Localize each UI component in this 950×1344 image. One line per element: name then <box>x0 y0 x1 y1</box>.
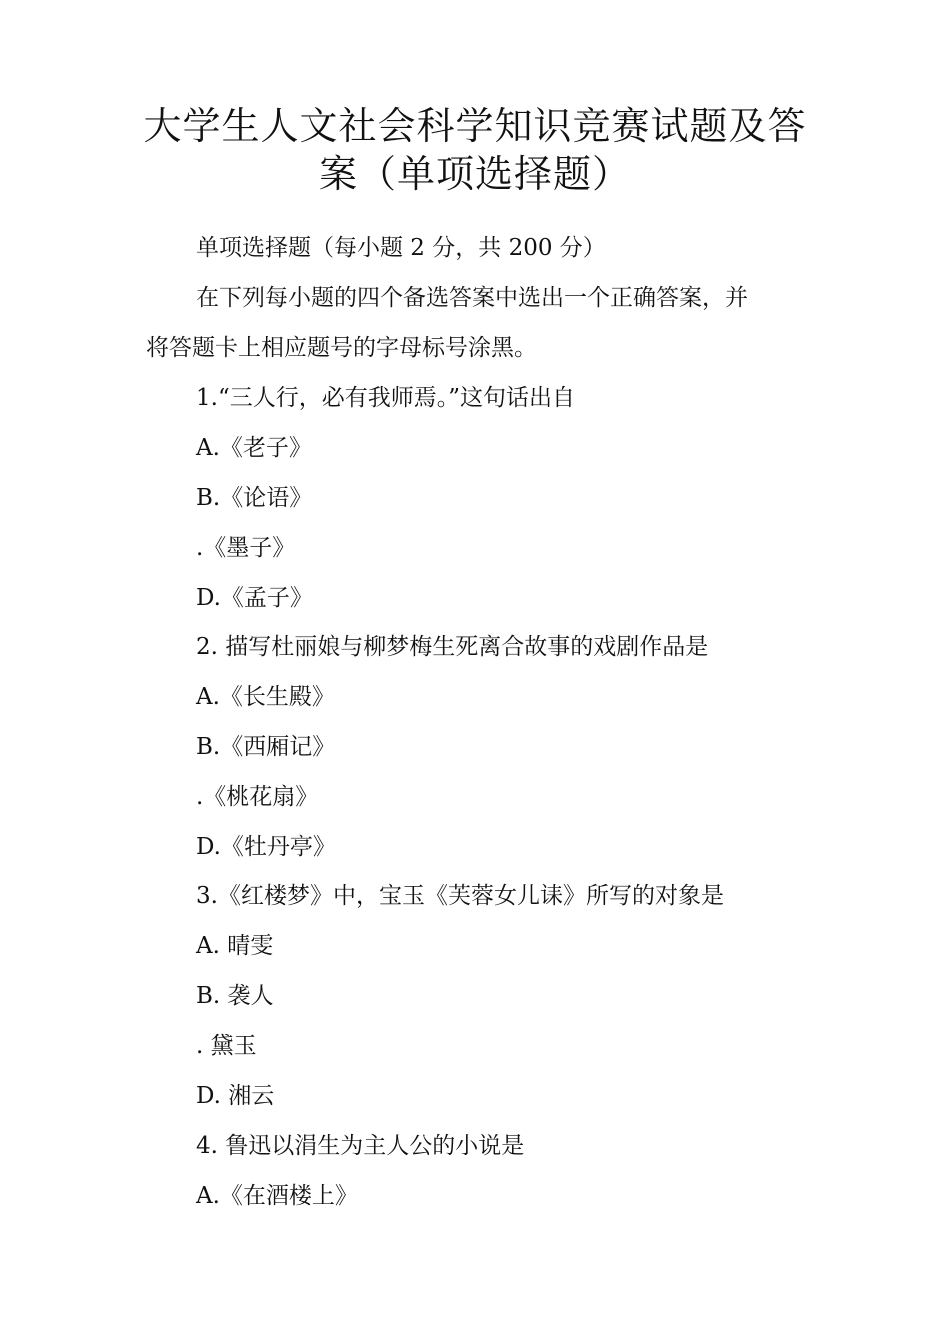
answer-option: B. 袭人 <box>196 983 274 1009</box>
question-stem: 2. 描写杜丽娘与柳梦梅生死离合故事的戏剧作品是 <box>196 634 709 660</box>
answer-option: A.《老子》 <box>196 435 312 461</box>
answer-option: . 黛玉 <box>196 1033 257 1059</box>
instructions-line-1: 在下列每小题的四个备选答案中选出一个正确答案，并 <box>196 285 748 311</box>
answer-option: D.《孟子》 <box>196 585 313 611</box>
answer-option: .《桃花扇》 <box>196 784 319 810</box>
question-stem: 4. 鲁迅以涓生为主人公的小说是 <box>196 1133 525 1159</box>
question-stem: 1.“三人行，必有我师焉。”这句话出自 <box>196 385 575 411</box>
question-stem: 3.《红楼梦》中，宝玉《芙蓉女儿诔》所写的对象是 <box>196 883 724 909</box>
answer-option: A.《在酒楼上》 <box>196 1183 358 1209</box>
section-heading: 单项选择题（每小题 2 分，共 200 分） <box>196 235 606 261</box>
answer-option: D.《牡丹亭》 <box>196 834 336 860</box>
instructions-line-2: 将答题卡上相应题号的字母标号涂黑。 <box>146 335 537 361</box>
answer-option: D. 湘云 <box>196 1083 275 1109</box>
answer-option: A. 晴雯 <box>196 933 274 959</box>
answer-option: B.《西厢记》 <box>196 734 336 760</box>
answer-option: .《墨子》 <box>196 535 296 561</box>
answer-option: B.《论语》 <box>196 485 313 511</box>
answer-option: A.《长生殿》 <box>196 684 335 710</box>
document-title-line-1: 大学生人文社会科学知识竞赛试题及答 <box>143 104 807 148</box>
document-title-line-2: 案（单项选择题） <box>318 152 631 196</box>
